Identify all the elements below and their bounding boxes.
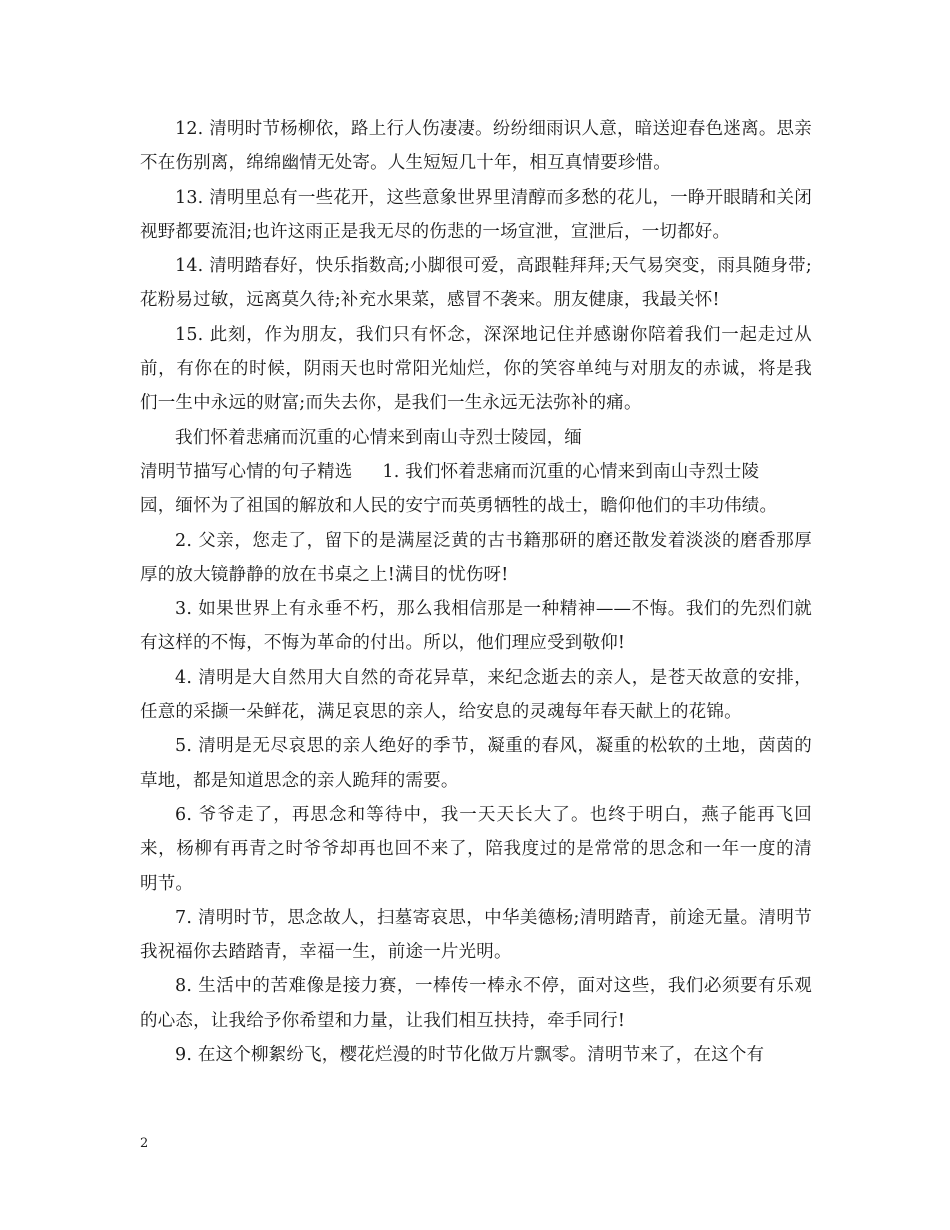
paragraph-8: 8. 生活中的苦难像是接力赛，一棒传一棒永不停，面对这些，我们必须要有乐观的心态，让我给予你希望和力量，让我们相互扶持，牵手同行! bbox=[140, 976, 812, 1031]
paragraph-1-start: 1. 我们怀着悲痛而沉重的心情来到南山寺烈士陵 bbox=[382, 461, 760, 482]
section-heading-line bbox=[140, 455, 812, 489]
paragraph-fragment: 我们怀着悲痛而沉重的心情来到南山寺烈士陵园，缅 bbox=[175, 427, 583, 448]
section-title: 清明节描写心情的句子精选 bbox=[140, 461, 353, 482]
paragraph-5: 5. 清明是无尽哀思的亲人绝好的季节，凝重的春风，凝重的松软的土地，茵茵的草地，都是知道思念的亲人跪拜的需要。 bbox=[140, 736, 812, 791]
paragraph-1-continuation: 园，缅怀为了祖国的解放和人民的安宁而英勇牺牲的战士，瞻仰他们的丰功伟绩。 bbox=[140, 496, 778, 517]
paragraph-12: 12. 清明时节杨柳依，路上行人伤凄凄。纷纷细雨识人意，暗送迎春色迷离。思亲不在伤别离，绵绵幽情无处寄。人生短短几十年，相互真情要珍惜。 bbox=[140, 119, 812, 174]
paragraph-6: 6. 爷爷走了，再思念和等待中，我一天天长大了。也终于明白，燕子能再飞回来，杨柳有再青之时爷爷却再也回不来了，陪我度过的是常常的思念和一年一度的清明节。 bbox=[140, 804, 812, 894]
paragraph-15: 15. 此刻，作为朋友，我们只有怀念，深深地记住并感谢你陪着我们一起走过从前，有你在的时候，阴雨天也时常阳光灿烂，你的笑容单纯与对朋友的赤诚，将是我们一生中永远的财富;而失去你，是我们一生永远无法弥补的痛。 bbox=[140, 324, 812, 414]
paragraph-7: 7. 清明时节，思念故人，扫墓寄哀思，中华美德杨;清明踏青，前途无量。清明节我祝福你去踏踏青，幸福一生，前途一片光明。 bbox=[140, 907, 812, 963]
paragraph-4: 4. 清明是大自然用大自然的奇花异草，来纪念逝去的亲人，是苍天故意的安排，任意的采撷一朵鲜花，满足哀思的亲人，给安息的灵魂每年春天献上的花锦。 bbox=[140, 667, 812, 723]
page-number: 2 bbox=[140, 1136, 149, 1151]
paragraph-9: 9. 在这个柳絮纷飞，樱花烂漫的时节化做万片飘零。清明节来了，在这个有 bbox=[175, 1045, 765, 1066]
document-page bbox=[140, 112, 812, 1072]
paragraph-2: 2. 父亲，您走了，留下的是满屋泛黄的古书籍那研的磨还散发着淡淡的磨香那厚厚的放大镜静静的放在书桌之上!满目的忧伤呀! bbox=[140, 530, 812, 585]
paragraph-13: 13. 清明里总有一些花开，这些意象世界里清醇而多愁的花儿，一睁开眼睛和关闭视野都要流泪;也许这雨正是我无尽的伤悲的一场宣泄，宣泄后，一切都好。 bbox=[140, 187, 812, 242]
paragraph-14: 14. 清明踏春好，快乐指数高;小脚很可爱，高跟鞋拜拜;天气易突变，雨具随身带;花粉易过敏，远离莫久待;补充水果菜，感冒不袭来。朋友健康，我最关怀! bbox=[140, 256, 812, 311]
paragraph-3: 3. 如果世界上有永垂不朽，那么我相信那是一种精神——不悔。我们的先烈们就有这样的不悔，不悔为革命的付出。所以，他们理应受到敬仰! bbox=[140, 599, 812, 654]
